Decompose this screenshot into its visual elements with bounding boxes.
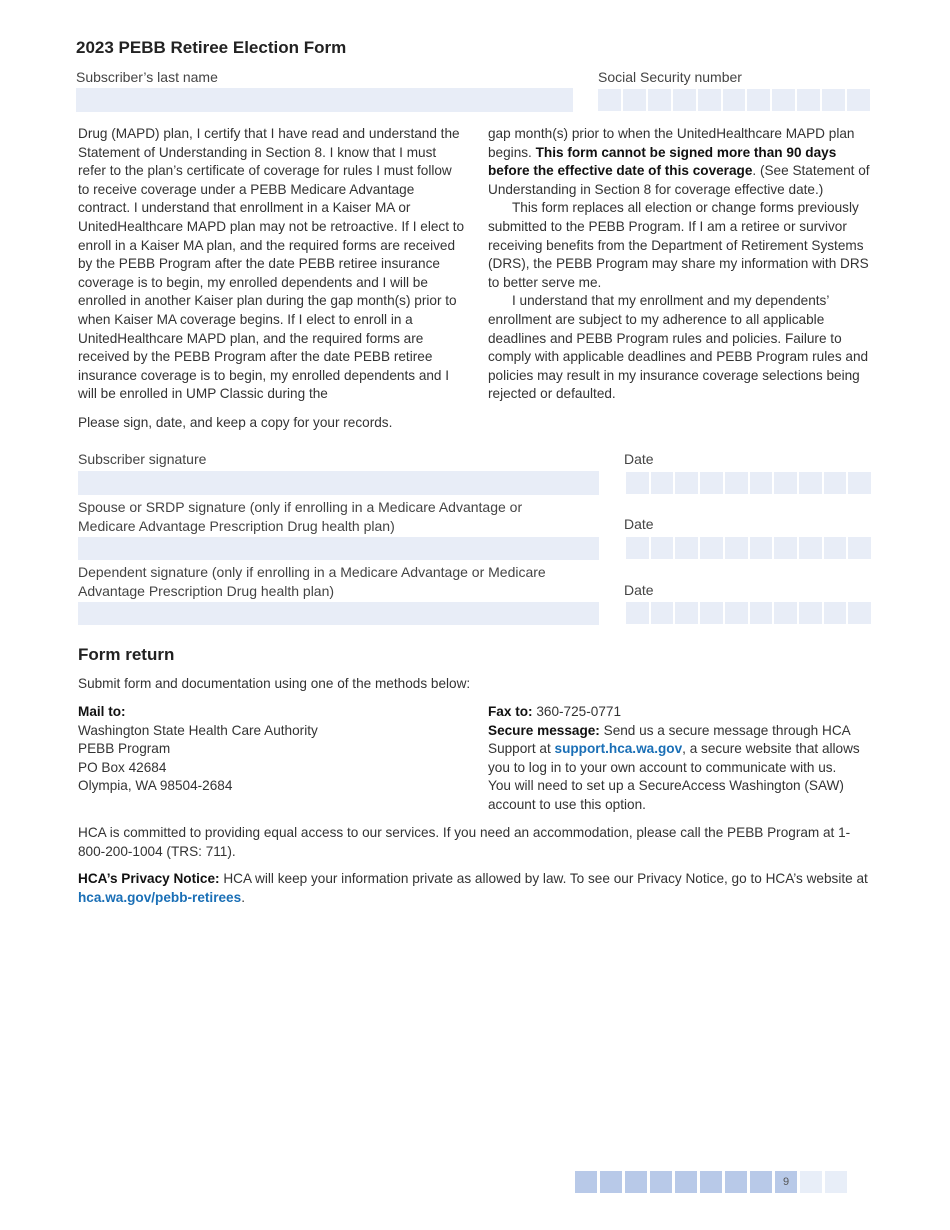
privacy-link[interactable]: hca.wa.gov/pebb-retirees [78,889,242,905]
page-number: 9 [775,1171,797,1193]
fax-line: Fax to: 360-725-0771 [488,704,621,719]
form-return-intro: Submit form and documentation using one of the methods below: [78,676,471,691]
mail-line: PO Box 42684 [78,759,167,775]
progress-segment [700,1171,722,1193]
privacy-notice: HCA’s Privacy Notice: HCA will keep your information private as allowed by law. To see our Privacy Notice, go to HCA’s website at hca.wa.gov/pebb-retirees. [78,871,868,905]
fax-number: 360-725-0771 [536,704,621,719]
certification-left-text: Drug (MAPD) plan, I certify that I have read and understand the Statement of Understanding in Section 8. I know that I must refer to the plan’s certificate of coverage for rules I must follow to receive coverage under a PEBB Medicare Advantage contract. I understand that enrollment in a Kaiser MA or UnitedHealthcare MAPD plan may not be retroactive. If I elect to enroll in a Kaiser MA plan, and the required forms are received by the PEBB Program after the date PEBB retiree insurance coverage is to begin, my enrolled dependents and I will be enrolled in another Kaiser plan during the gap month(s) prior to when Kaiser MA coverage begins. If I elect to enroll in a UnitedHealthcare MAPD plan, and the required forms are received by the PEBB Program after the date PEBB retiree insurance coverage is to begin, my enrolled dependents and I will be enrolled in UMP Classic during the [78,126,465,402]
dependent-date-input[interactable] [626,602,871,624]
progress-segment [725,1171,747,1193]
secure-message-text: Secure message: Send us a secure message through HCA Support at support.hca.wa.gov, a secure website that allows you to log in to your own account to communicate with us. You will need to set up a SecureAccess Washington (SAW) account to use this option. [488,722,860,812]
mail-line: Washington State Health Care Authority [78,722,318,738]
progress-segment [750,1171,772,1193]
subscriber-date-input[interactable] [626,472,871,494]
accommodation-text: HCA is committed to providing equal access to our services. If you need an accommodation, please call the PEBB Program at 1-800-200-1004 (TRS: 711). [78,825,851,859]
ssn-label: Social Security number [598,69,742,85]
form-return-title: Form return [78,645,175,664]
progress-segment [825,1171,847,1193]
spouse-signature-label: Spouse or SRDP signature (only if enrolling in a Medicare Advantage or Medicare Advantage Prescription Drug health plan) [78,499,523,534]
fax-secure-block [488,703,860,815]
subscriber-signature-label: Subscriber signature [78,451,207,467]
support-link[interactable]: support.hca.wa.gov [554,741,683,757]
certification-right-p3: I understand that my enrollment and my dependents’ enrollment are subject to my adherence to all applicable deadlines and PEBB Program rules and policies. Failure to comply with applicable deadlines and PEBB Program rules and policies may result in my insurance coverage selections being rejected or defaulted. [488,293,869,402]
progress-segment [600,1171,622,1193]
dependent-signature-input[interactable] [78,602,599,625]
form-title: 2023 PEBB Retiree Election Form [76,38,347,57]
progress-segment [800,1171,822,1193]
mail-line: Olympia, WA 98504-2684 [78,778,233,794]
page-progress-bar [575,1171,850,1193]
certification-left-column [78,125,466,404]
spouse-signature-input[interactable] [78,537,599,560]
sign-instruction: Please sign, date, and keep a copy for your records. [78,415,393,430]
progress-segment [675,1171,697,1193]
dependent-signature-label: Dependent signature (only if enrolling in a Medicare Advantage or Medicare Advantage Prescription Drug health plan) [78,564,546,599]
certification-right-column [488,125,874,404]
mail-line: PEBB Program [78,741,171,757]
certification-right-p1: gap month(s) prior to when the UnitedHealthcare MAPD plan begins. This form cannot be signed more than 90 days before the effective date of this coverage. (See Statement of Understanding in Section 8 for coverage effective date.) [488,126,870,197]
dependent-date-label: Date [624,582,654,598]
mail-label: Mail to: [78,704,126,719]
progress-segment [650,1171,672,1193]
certification-right-p2: This form replaces all election or change forms previously submitted to the PEBB Program. If I am a retiree or survivor receiving benefits from the Department of Retirement Systems (DRS), the PEBB Program may share my information with DRS to better serve me. [488,200,869,290]
mail-block [78,703,468,796]
spouse-date-label: Date [624,516,654,532]
last-name-input[interactable] [76,88,573,112]
progress-segment [625,1171,647,1193]
subscriber-date-label: Date [624,451,654,467]
progress-segment [575,1171,597,1193]
subscriber-signature-input[interactable] [78,471,599,495]
ssn-input[interactable] [598,89,870,111]
spouse-date-input[interactable] [626,537,871,559]
last-name-label: Subscriber’s last name [76,69,218,85]
privacy-label: HCA’s Privacy Notice: [78,871,220,886]
